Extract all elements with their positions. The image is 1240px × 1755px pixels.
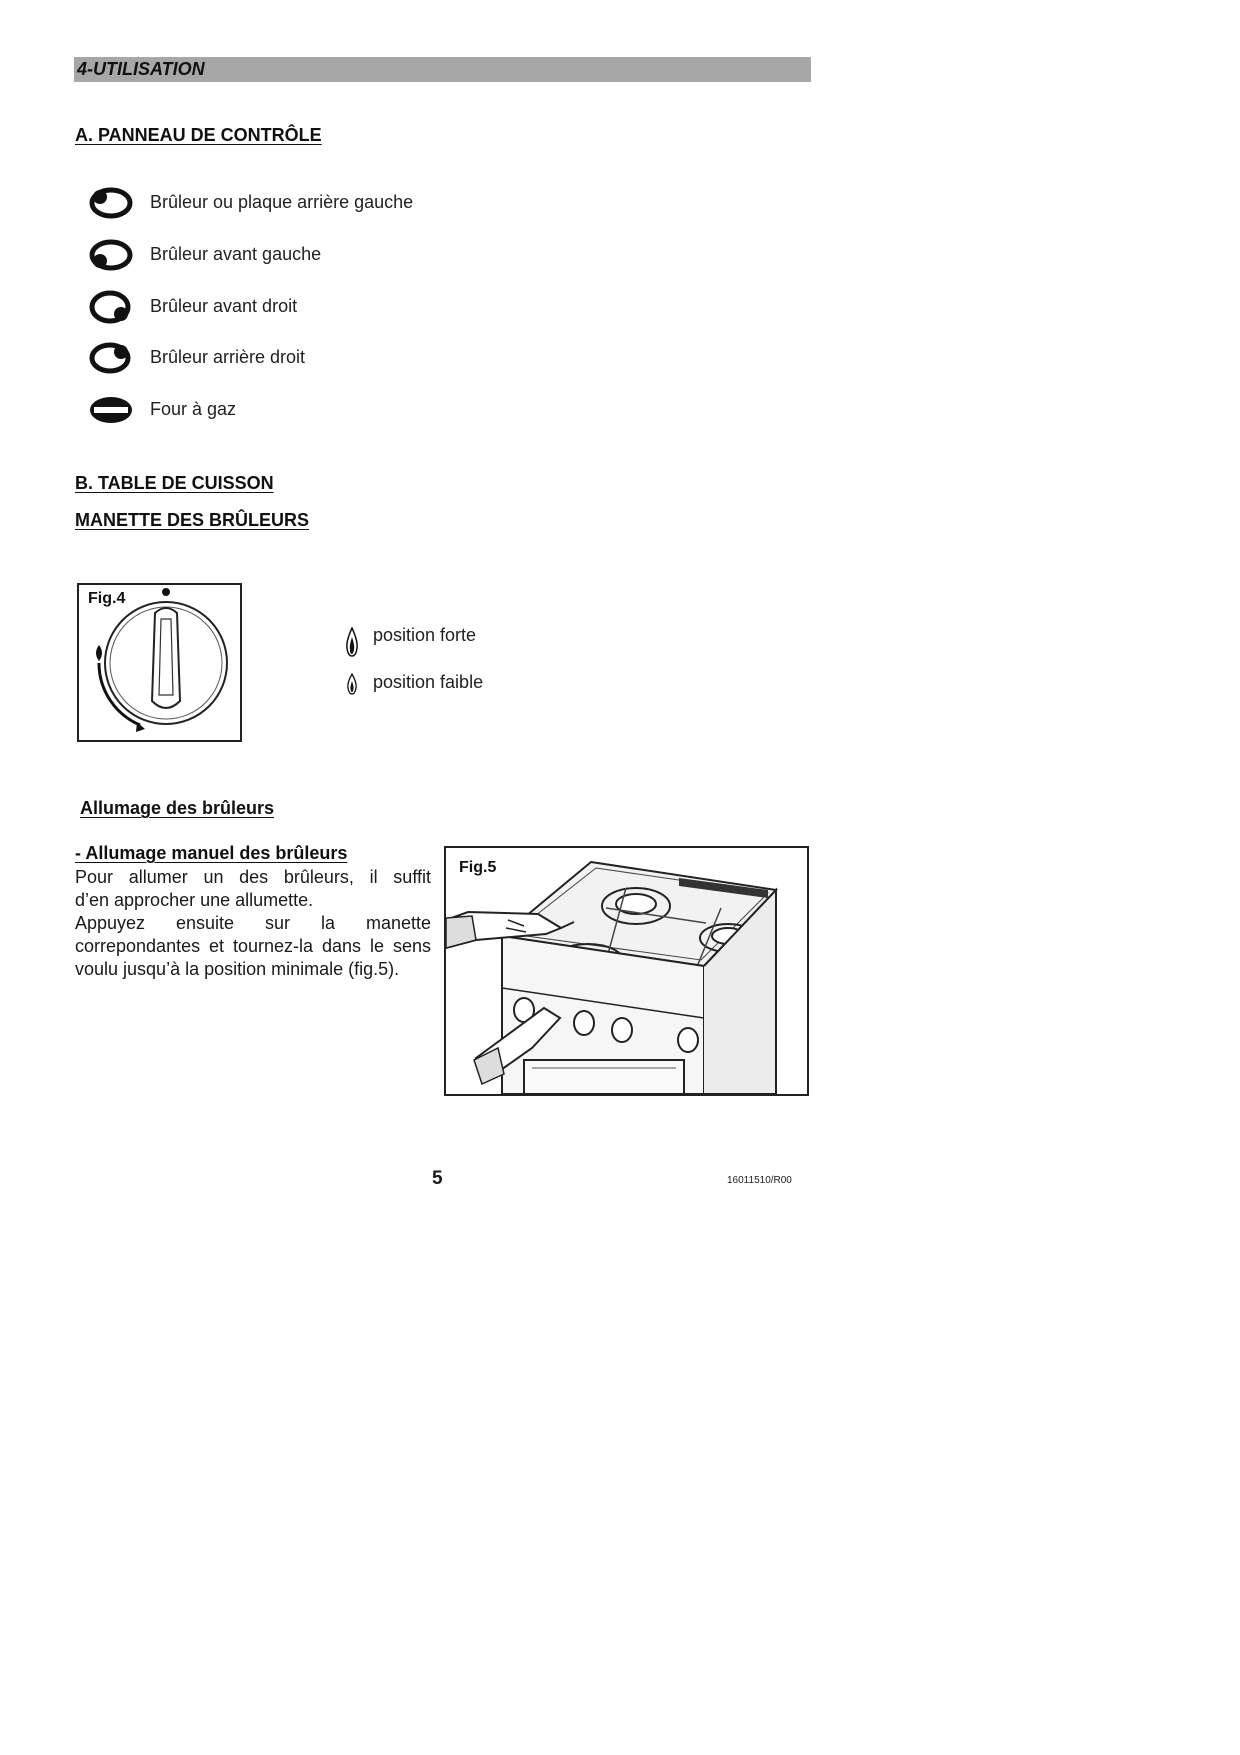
stove-ignition-drawing [446,848,807,1094]
instruction-line: correpondantes et tournez-la dans le sens [75,936,431,956]
knob-rear-right-icon [88,341,134,375]
cooktop-heading: B. TABLE DE CUISSON [75,473,274,493]
document-code: 16011510/R00 [727,1175,792,1186]
section-title: 4-UTILISATION [77,59,205,79]
small-flame-icon [347,673,357,695]
control-item-label: Brûleur arrière droit [150,347,306,367]
knob-rear-left-icon [88,186,134,220]
instruction-line: d’en approcher une allumette. [75,890,314,910]
gas-oven-icon [88,393,134,427]
instruction-line: Appuyez ensuite sur la manette [75,913,431,933]
burner-knob-heading: MANETTE DES BRÛLEURS [75,510,310,530]
ignition-instructions [75,866,431,981]
instruction-line: voulu jusqu’à la position minimale (fig.5). [75,959,400,979]
control-item-label: Four à gaz [150,399,237,419]
knob-front-right-icon [88,290,134,324]
control-item-label: Brûleur avant gauche [150,244,322,264]
fig5-frame [444,846,809,1096]
control-panel-heading: A. PANNEAU DE CONTRÔLE [75,125,322,145]
knob-front-left-icon [88,238,134,272]
fig5-label: Fig.5 [459,859,497,876]
large-flame-icon [346,627,358,657]
page-number: 5 [432,1168,443,1189]
instruction-line: Pour allumer un des brûleurs, il suffit [75,867,431,887]
control-item-label: Brûleur avant droit [150,296,298,316]
manual-ignition-heading: - Allumage manuel des brûleurs [75,843,348,863]
fig4-label: Fig.4 [88,590,126,607]
section-title-bar [74,57,811,82]
position-label: position forte [373,625,477,645]
control-item-label: Brûleur ou plaque arrière gauche [150,192,414,212]
position-label: position faible [373,672,484,692]
ignition-heading: Allumage des brûleurs [80,798,275,818]
burner-knob-drawing [77,583,242,742]
